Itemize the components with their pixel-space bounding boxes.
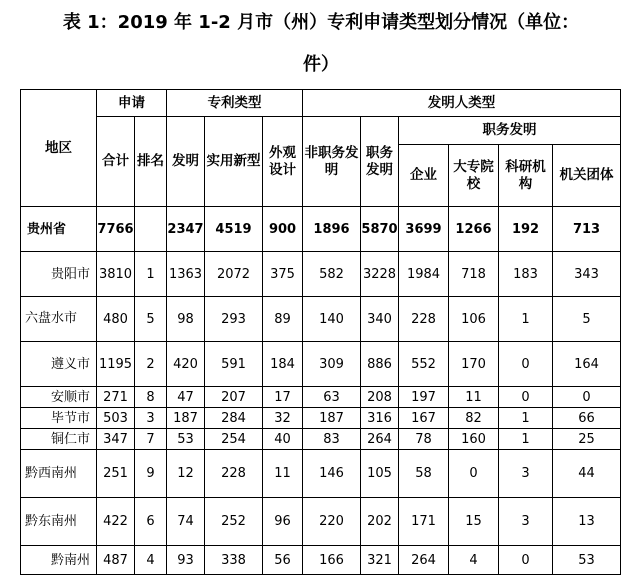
cell-research: 183 (499, 252, 553, 297)
cell-rank: 4 (135, 546, 167, 575)
total-enterprise: 3699 (399, 207, 449, 252)
cell-design: 17 (263, 387, 303, 408)
cell-total: 251 (97, 450, 135, 498)
header-application: 申请 (97, 90, 167, 117)
cell-research: 3 (499, 450, 553, 498)
cell-non-service: 220 (303, 498, 361, 546)
total-utility: 4519 (205, 207, 263, 252)
cell-utility: 284 (205, 408, 263, 429)
cell-enterprise: 228 (399, 297, 449, 342)
cell-design: 40 (263, 429, 303, 450)
header-inventor-type: 发明人类型 (303, 90, 621, 117)
cell-non-service: 146 (303, 450, 361, 498)
cell-region: 安顺市 (21, 387, 97, 408)
cell-service: 340 (361, 297, 399, 342)
cell-total: 3810 (97, 252, 135, 297)
total-research: 192 (499, 207, 553, 252)
header-non-service: 非职务发明 (303, 117, 361, 207)
cell-region: 黔南州 (21, 546, 97, 575)
cell-government: 0 (553, 387, 621, 408)
header-university: 大专院校 (449, 145, 499, 207)
cell-university: 160 (449, 429, 499, 450)
cell-region: 遵义市 (21, 342, 97, 387)
cell-utility: 338 (205, 546, 263, 575)
cell-government: 44 (553, 450, 621, 498)
cell-total: 347 (97, 429, 135, 450)
header-total: 合计 (97, 117, 135, 207)
cell-total: 271 (97, 387, 135, 408)
cell-rank: 2 (135, 342, 167, 387)
table-row (21, 387, 621, 408)
cell-non-service: 309 (303, 342, 361, 387)
table-row (21, 429, 621, 450)
cell-non-service: 83 (303, 429, 361, 450)
cell-design: 11 (263, 450, 303, 498)
cell-design: 375 (263, 252, 303, 297)
cell-service: 208 (361, 387, 399, 408)
total-region: 贵州省 (21, 207, 97, 252)
cell-utility: 293 (205, 297, 263, 342)
cell-enterprise: 1984 (399, 252, 449, 297)
total-invention: 2347 (167, 207, 205, 252)
table-row (21, 342, 621, 387)
cell-design: 56 (263, 546, 303, 575)
table-title-line1: 表 1：2019 年 1-2 月市（州）专利申请类型划分情况（单位： (62, 12, 580, 33)
cell-invention: 420 (167, 342, 205, 387)
total-total: 7766 (97, 207, 135, 252)
cell-service: 202 (361, 498, 399, 546)
cell-region: 黔东南州 (21, 498, 97, 546)
cell-enterprise: 197 (399, 387, 449, 408)
cell-utility: 254 (205, 429, 263, 450)
total-rank (135, 207, 167, 252)
cell-university: 11 (449, 387, 499, 408)
cell-service: 3228 (361, 252, 399, 297)
cell-rank: 1 (135, 252, 167, 297)
cell-government: 13 (553, 498, 621, 546)
cell-non-service: 187 (303, 408, 361, 429)
total-non-service: 1896 (303, 207, 361, 252)
total-row (21, 207, 621, 252)
cell-government: 343 (553, 252, 621, 297)
cell-utility: 228 (205, 450, 263, 498)
cell-utility: 591 (205, 342, 263, 387)
cell-research: 1 (499, 297, 553, 342)
cell-government: 164 (553, 342, 621, 387)
cell-rank: 5 (135, 297, 167, 342)
header-utility: 实用新型 (205, 117, 263, 207)
cell-rank: 6 (135, 498, 167, 546)
cell-total: 503 (97, 408, 135, 429)
cell-invention: 93 (167, 546, 205, 575)
cell-enterprise: 58 (399, 450, 449, 498)
cell-design: 89 (263, 297, 303, 342)
total-service: 5870 (361, 207, 399, 252)
header-government: 机关团体 (553, 145, 621, 207)
cell-university: 15 (449, 498, 499, 546)
cell-university: 4 (449, 546, 499, 575)
header-service: 职务发明 (361, 117, 399, 207)
cell-university: 170 (449, 342, 499, 387)
cell-enterprise: 167 (399, 408, 449, 429)
cell-invention: 47 (167, 387, 205, 408)
cell-region: 黔西南州 (21, 450, 97, 498)
cell-government: 25 (553, 429, 621, 450)
cell-university: 718 (449, 252, 499, 297)
cell-utility: 2072 (205, 252, 263, 297)
cell-design: 184 (263, 342, 303, 387)
total-government: 713 (553, 207, 621, 252)
cell-university: 0 (449, 450, 499, 498)
cell-government: 53 (553, 546, 621, 575)
table-title-line2: 件） (303, 54, 339, 75)
cell-research: 0 (499, 387, 553, 408)
cell-non-service: 63 (303, 387, 361, 408)
cell-rank: 9 (135, 450, 167, 498)
cell-region: 毕节市 (21, 408, 97, 429)
cell-design: 96 (263, 498, 303, 546)
header-invention: 发明 (167, 117, 205, 207)
cell-rank: 8 (135, 387, 167, 408)
cell-non-service: 582 (303, 252, 361, 297)
table-row (21, 252, 621, 297)
header-patent-type: 专利类型 (167, 90, 303, 117)
cell-invention: 12 (167, 450, 205, 498)
cell-research: 3 (499, 498, 553, 546)
cell-research: 1 (499, 408, 553, 429)
table-row (21, 297, 621, 342)
data-rows (21, 252, 621, 575)
cell-invention: 53 (167, 429, 205, 450)
cell-non-service: 140 (303, 297, 361, 342)
table-row (21, 498, 621, 546)
cell-invention: 98 (167, 297, 205, 342)
cell-research: 1 (499, 429, 553, 450)
cell-enterprise: 552 (399, 342, 449, 387)
cell-design: 32 (263, 408, 303, 429)
cell-university: 82 (449, 408, 499, 429)
cell-enterprise: 264 (399, 546, 449, 575)
cell-service: 105 (361, 450, 399, 498)
cell-invention: 1363 (167, 252, 205, 297)
header-design: 外观设计 (263, 117, 303, 207)
cell-invention: 74 (167, 498, 205, 546)
cell-non-service: 166 (303, 546, 361, 575)
cell-service: 264 (361, 429, 399, 450)
cell-total: 487 (97, 546, 135, 575)
cell-rank: 7 (135, 429, 167, 450)
header-service-group: 职务发明 (399, 117, 621, 145)
header-research: 科研机构 (499, 145, 553, 207)
cell-total: 422 (97, 498, 135, 546)
cell-research: 0 (499, 546, 553, 575)
cell-utility: 252 (205, 498, 263, 546)
table-row (21, 408, 621, 429)
cell-total: 480 (97, 297, 135, 342)
total-university: 1266 (449, 207, 499, 252)
cell-invention: 187 (167, 408, 205, 429)
cell-region: 铜仁市 (21, 429, 97, 450)
cell-rank: 3 (135, 408, 167, 429)
table-row (21, 450, 621, 498)
cell-government: 66 (553, 408, 621, 429)
patent-table (20, 89, 621, 575)
total-design: 900 (263, 207, 303, 252)
cell-utility: 207 (205, 387, 263, 408)
header-rank: 排名 (135, 117, 167, 207)
cell-region: 六盘水市 (21, 297, 97, 342)
cell-enterprise: 78 (399, 429, 449, 450)
cell-service: 321 (361, 546, 399, 575)
cell-research: 0 (499, 342, 553, 387)
header-region: 地区 (21, 90, 97, 207)
table-row (21, 546, 621, 575)
header-enterprise: 企业 (399, 145, 449, 207)
cell-government: 5 (553, 297, 621, 342)
cell-region: 贵阳市 (21, 252, 97, 297)
cell-service: 886 (361, 342, 399, 387)
cell-enterprise: 171 (399, 498, 449, 546)
cell-university: 106 (449, 297, 499, 342)
cell-service: 316 (361, 408, 399, 429)
cell-total: 1195 (97, 342, 135, 387)
